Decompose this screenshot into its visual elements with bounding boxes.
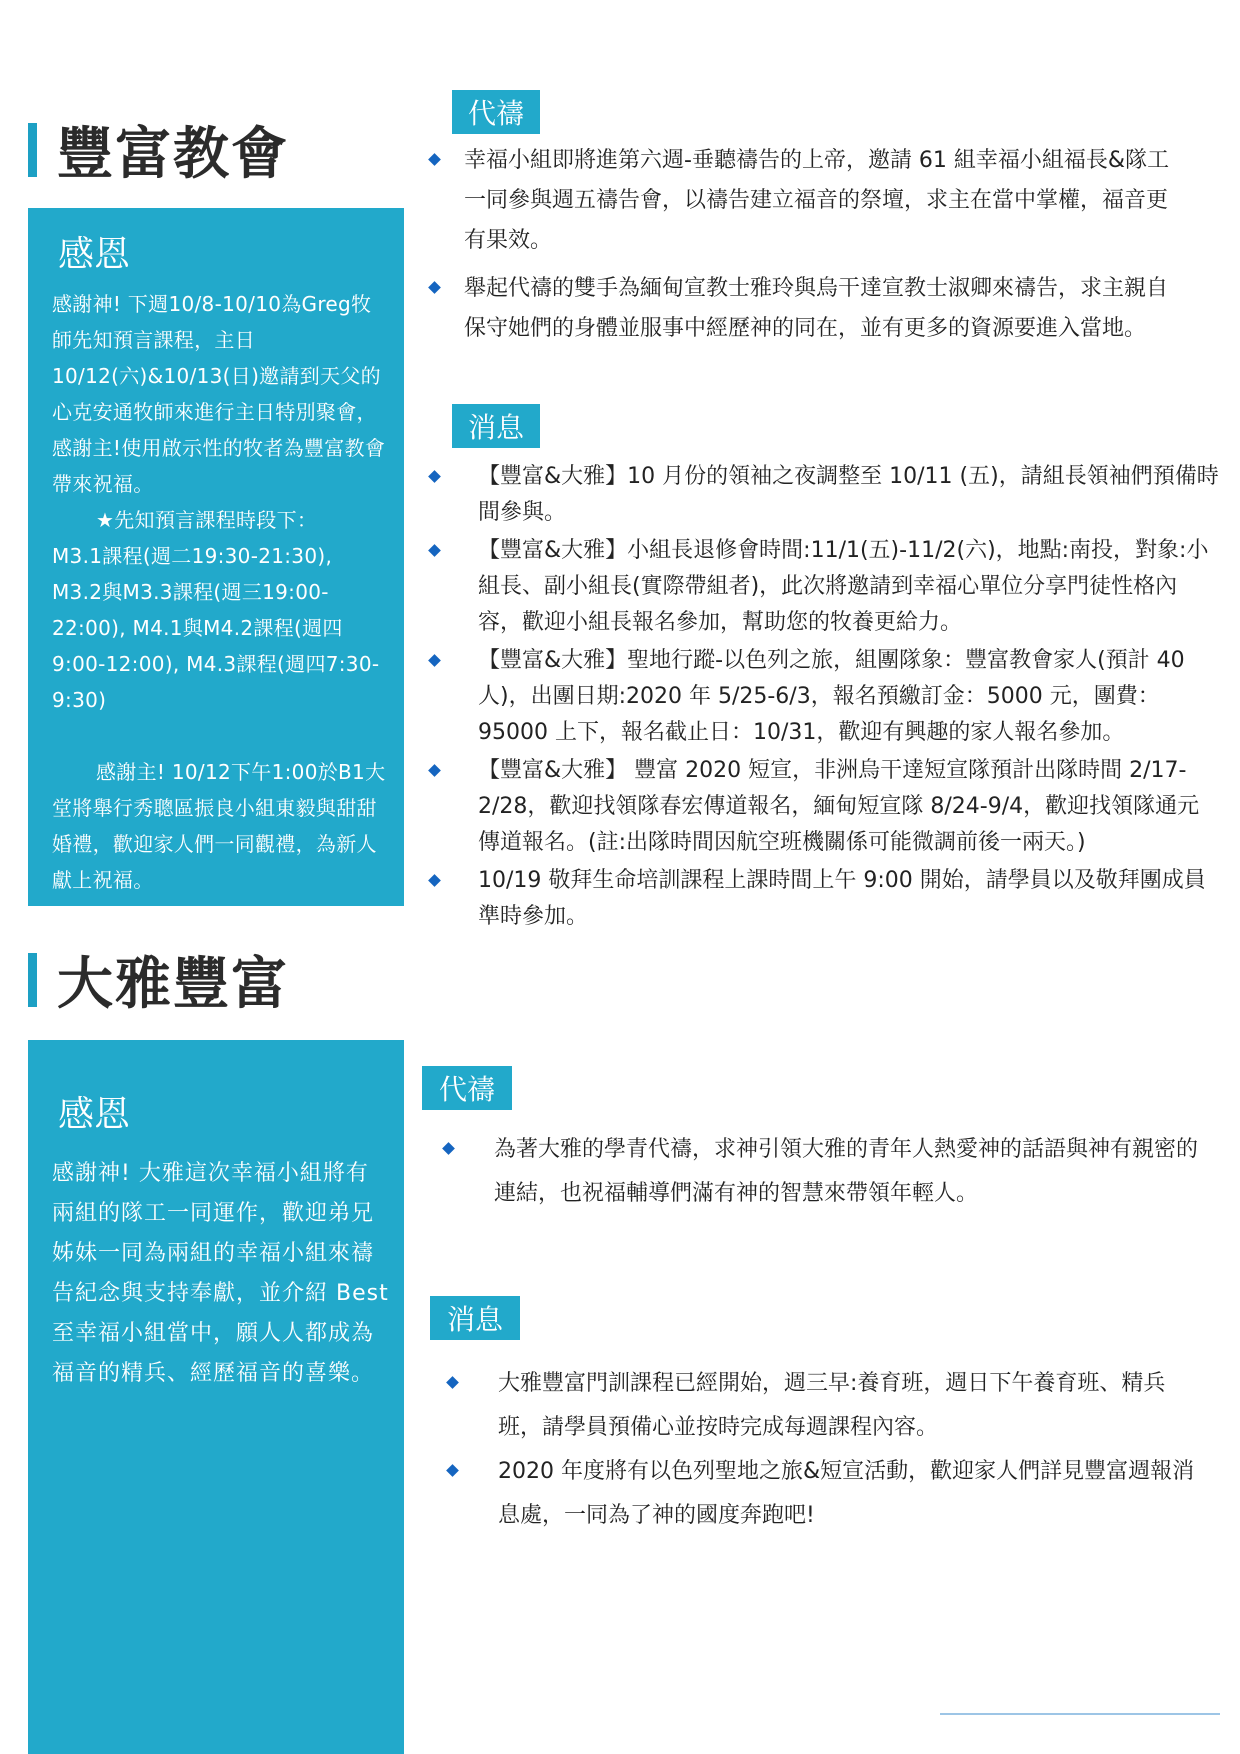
news-label: 消息 [452, 404, 540, 448]
diamond-bullet-icon [428, 153, 441, 166]
thanks-body [52, 286, 390, 898]
news-label: 消息 [430, 1296, 520, 1340]
diamond-bullet-icon [428, 874, 441, 887]
thanks-heading: 感恩 [58, 1094, 131, 1135]
prayer-label: 代禱 [422, 1066, 512, 1110]
title-accent-bar [28, 953, 37, 1007]
prayer-list [430, 141, 1180, 357]
list-item: 【豐富&大雅】聖地行蹤-以色列之旅，組團隊象：豐富教會家人(預計 40 人)，出團日期:2020 年 5/25-6/3，報名預繳訂金：5000 元，團費：95000 上下，報名截止日：10/31，歡迎有興趣的家人報名參加。 [430, 643, 1220, 751]
list-item: 舉起代禱的雙手為緬甸宣教士雅玲與烏干達宣教士淑卿來禱告，求主親自保守她們的身體並服事中經歷神的同在，並有更多的資源要進入當地。 [430, 269, 1180, 349]
diamond-bullet-icon [428, 544, 441, 557]
list-item: 2020 年度將有以色列聖地之旅&短宣活動，歡迎家人們詳見豐富週報消息處，一同為了神的國度奔跑吧! [448, 1450, 1208, 1538]
news-list [430, 459, 1220, 937]
thanks-paragraph: 感謝主! 10/12下午1:00於B1大堂將舉行秀聰區振良小組東毅與甜甜婚禮，歡迎家人們一同觀禮，為新人獻上祝福。 [52, 760, 386, 892]
diamond-bullet-icon [428, 281, 441, 294]
page-title: 豐富教會 [57, 122, 289, 187]
thanks-paragraph: 感謝神! 大雅這次幸福小組將有兩組的隊工一同運作，歡迎弟兄姊妹一同為兩組的幸福小組來禱告紀念與支持奉獻，並介紹 Best 至幸福小組當中，願人人都成為福音的精兵、經歷福音的喜樂。 [52, 1161, 389, 1386]
footer-divider [940, 1713, 1220, 1715]
section-title: 大雅豐富 [57, 952, 289, 1017]
thanks-paragraph: 感謝神! 下週10/8-10/10為Greg牧師先知預言課程，主日10/12(六)&10/13(日)邀請到天父的心克安通牧師來進行主日特別聚會，感謝主!使用啟示性的牧者為豐富教會帶來祝福。 [52, 292, 386, 496]
news-list [448, 1362, 1208, 1538]
thanks-heading: 感恩 [58, 234, 131, 275]
list-item: 大雅豐富門訓課程已經開始，週三早:養育班，週日下午養育班、精兵班，請學員預備心並按時完成每週課程內容。 [448, 1362, 1208, 1450]
diamond-bullet-icon [442, 1142, 455, 1155]
diamond-bullet-icon [446, 1376, 459, 1389]
thanks-body [52, 1154, 390, 1394]
diamond-bullet-icon [428, 764, 441, 777]
diamond-bullet-icon [428, 470, 441, 483]
list-item: 幸福小組即將進第六週-垂聽禱告的上帝，邀請 61 組幸福小組福長&隊工一同參與週五禱告會，以禱告建立福音的祭壇，求主在當中掌權，福音更有果效。 [430, 141, 1180, 261]
section-title-church1 [28, 120, 289, 187]
thanks-paragraph: ★先知預言課程時段下： [96, 508, 318, 532]
thanks-panel-church2 [28, 1040, 404, 1754]
thanks-panel-church1 [28, 208, 404, 906]
list-item: 【豐富&大雅】 豐富 2020 短宣，非洲烏干達短宣隊預計出隊時間 2/17-2/28，歡迎找領隊春宏傳道報名，緬甸短宣隊 8/24-9/4，歡迎找領隊通元傳道報名。(註:出隊時間因航空班機關係可能微調前後一兩天。) [430, 753, 1220, 861]
title-accent-bar [28, 123, 37, 177]
list-item: 【豐富&大雅】小組長退修會時間:11/1(五)-11/2(六)，地點:南投，對象:小組長、副小組長(實際帶組者)，此次將邀請到幸福心單位分享門徒性格內容，歡迎小組長報名參加，幫助您的牧養更給力。 [430, 533, 1220, 641]
prayer-list [444, 1128, 1204, 1216]
list-item: 為著大雅的學青代禱，求神引領大雅的青年人熱愛神的話語與神有親密的連結，也祝福輔導們滿有神的智慧來帶領年輕人。 [444, 1128, 1204, 1216]
diamond-bullet-icon [428, 654, 441, 667]
prayer-label: 代禱 [452, 90, 540, 134]
list-item: 【豐富&大雅】10 月份的領袖之夜調整至 10/11 (五)，請組長領袖們預備時間參與。 [430, 459, 1220, 531]
section-title-church2 [28, 950, 289, 1017]
diamond-bullet-icon [446, 1464, 459, 1477]
thanks-paragraph: M3.1課程(週二19:30-21:30), M3.2與M3.3課程(週三19:00-22:00), M4.1與M4.2課程(週四9:00-12:00), M4.3課程(週四7:30-9:30) [52, 544, 380, 712]
list-item: 10/19 敬拜生命培訓課程上課時間上午 9:00 開始，請學員以及敬拜團成員準時參加。 [430, 863, 1220, 935]
